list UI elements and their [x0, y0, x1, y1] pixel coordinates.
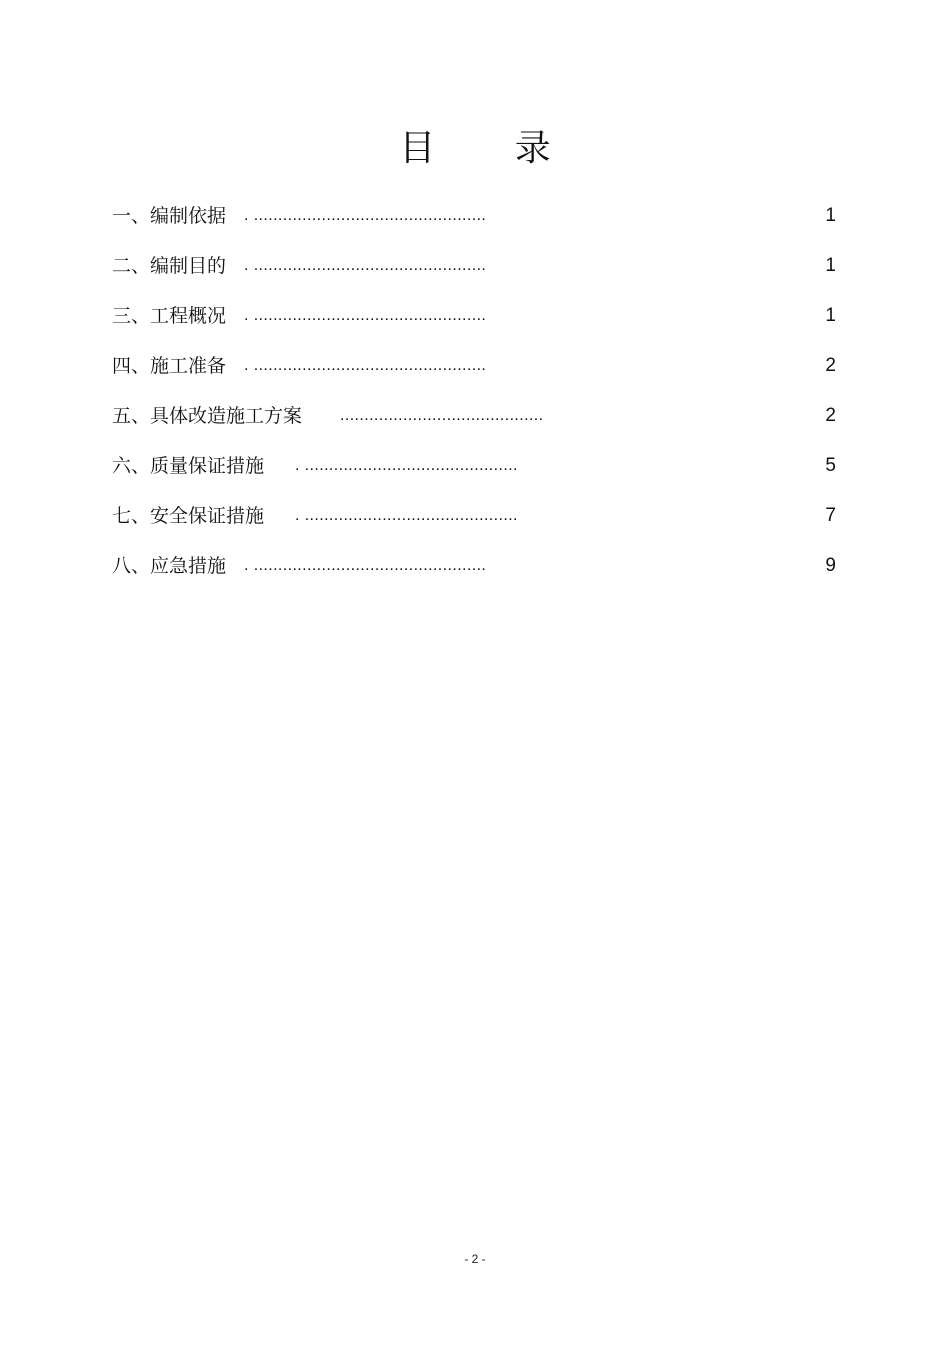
page-number-footer: - 2 -	[464, 1252, 486, 1266]
toc-entry-label: 八、应急措施	[112, 555, 227, 577]
toc-entry-leader: . ................................................	[244, 207, 487, 224]
toc-entry-page: 1	[825, 205, 836, 226]
toc-entry-page: 2	[825, 355, 836, 376]
toc-entry-leader: . ................................................	[244, 557, 487, 574]
toc-entry-leader: . ................................................	[244, 257, 487, 274]
toc-entry-page: 1	[825, 255, 836, 276]
toc-entry-leader: . ................................................	[244, 307, 487, 324]
toc-list	[112, 198, 840, 598]
toc-entry-label: 五、具体改造施工方案	[112, 405, 303, 427]
toc-entry-label: 四、施工准备	[112, 355, 227, 377]
toc-entry-7[interactable]	[112, 498, 840, 548]
toc-entry-2[interactable]	[112, 248, 840, 298]
toc-entry-label: 二、编制目的	[112, 255, 227, 277]
toc-title: 目 录	[399, 128, 585, 169]
toc-entry-4[interactable]	[112, 348, 840, 398]
toc-entry-leader: ..........................................	[340, 407, 544, 424]
toc-entry-label: 六、质量保证措施	[112, 455, 265, 477]
toc-entry-8[interactable]	[112, 548, 840, 598]
toc-entry-label: 三、工程概况	[112, 305, 227, 327]
toc-entry-1[interactable]	[112, 198, 840, 248]
toc-entry-leader: . ................................................	[244, 357, 487, 374]
toc-entry-page: 2	[825, 405, 836, 426]
toc-entry-page: 5	[825, 455, 836, 476]
toc-entry-5[interactable]	[112, 398, 840, 448]
toc-entry-label: 一、编制依据	[112, 205, 227, 227]
toc-entry-page: 1	[825, 305, 836, 326]
toc-entry-6[interactable]	[112, 448, 840, 498]
toc-entry-page: 9	[825, 555, 836, 576]
toc-entry-page: 7	[825, 505, 836, 526]
toc-entry-label: 七、安全保证措施	[112, 505, 265, 527]
toc-entry-3[interactable]	[112, 298, 840, 348]
toc-entry-leader: . ............................................	[295, 457, 518, 474]
toc-entry-leader: . ............................................	[295, 507, 518, 524]
